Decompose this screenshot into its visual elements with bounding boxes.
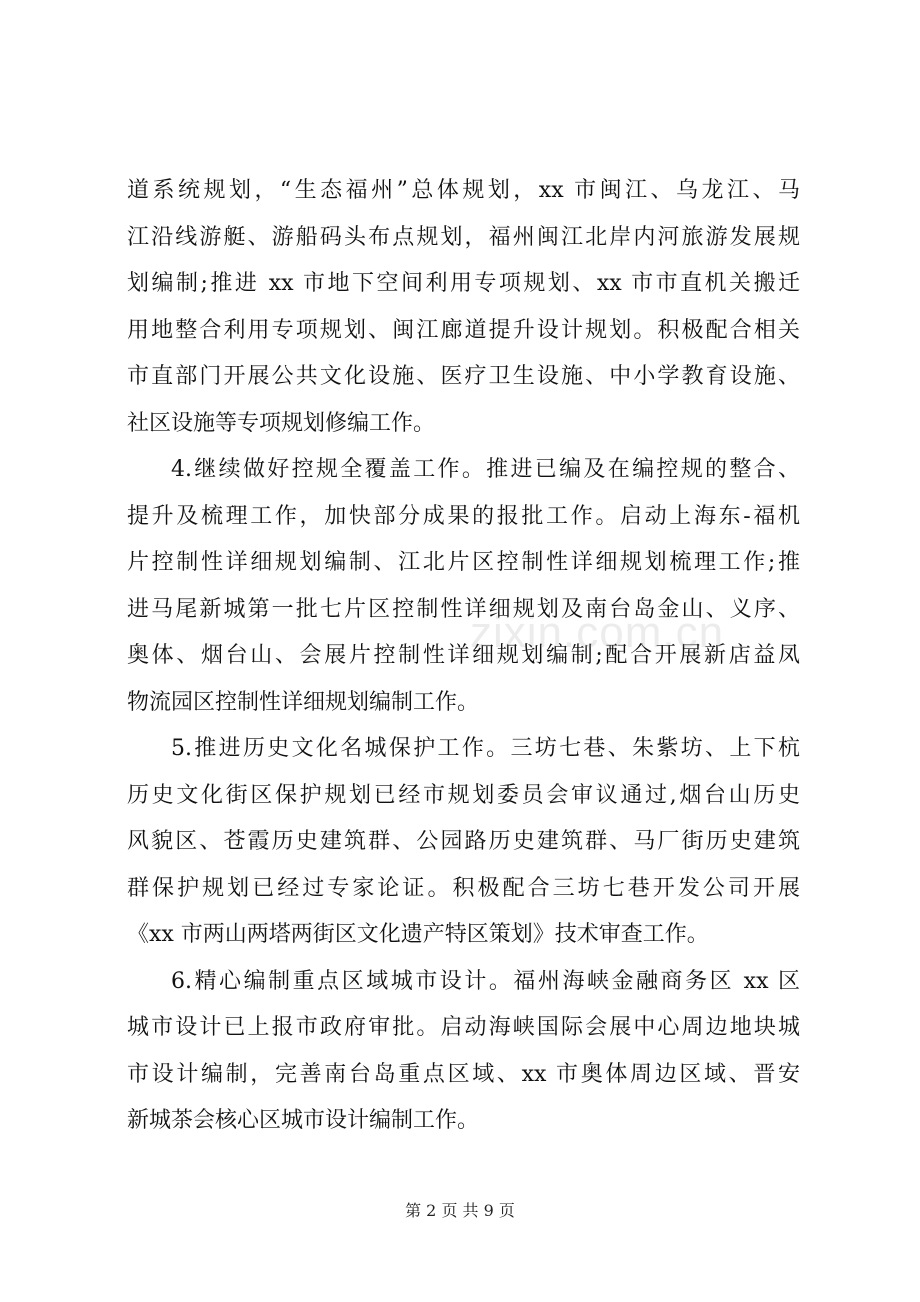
text-line: 江沿线游艇、游船码头布点规划，福州闽江北岸内河旅游发展规 bbox=[127, 224, 800, 250]
text-line: 新城茶会核心区城市设计编制工作。 bbox=[127, 1108, 480, 1133]
text-line: 物流园区控制性详细规划编制工作。 bbox=[127, 689, 480, 715]
text-line: 市设计编制，完善南台岛重点区域、xx 市奥体周边区域、晋安 bbox=[127, 1061, 800, 1087]
text-line: 市直部门开展公共文化设施、医疗卫生设施、中小学教育设施、 bbox=[127, 364, 800, 389]
paragraph-heading-line: 4.继续做好控规全覆盖工作。推进已编及在编控规的整合、 bbox=[171, 457, 800, 482]
text-line: 划编制;推进 xx 市地下空间利用专项规划、xx 市市直机关搬迁 bbox=[127, 271, 800, 296]
text-line: 道系统规划，“生态福州”总体规划，xx 市闽江、乌龙江、马 bbox=[127, 178, 800, 203]
paragraph-heading-line: 6.精心编制重点区域城市设计。福州海峡金融商务区 xx 区 bbox=[171, 968, 800, 994]
paragraph-heading-line: 5.推进历史文化名城保护工作。三坊七巷、朱紫坊、上下杭 bbox=[171, 736, 800, 761]
text-line: 片控制性详细规划编制、江北片区控制性详细规划梳理工作;推 bbox=[127, 550, 800, 575]
text-line: 用地整合利用专项规划、闽江廊道提升设计规划。积极配合相关 bbox=[127, 317, 800, 343]
page-number-footer: 第 2 页 共 9 页 bbox=[405, 1201, 515, 1220]
watermark: zixin.com.cn bbox=[470, 608, 725, 657]
text-line: 风貌区、苍霞历史建筑群、公园路历史建筑群、马厂街历史建筑 bbox=[127, 829, 800, 854]
text-line: 社区设施等专项规划修编工作。 bbox=[127, 410, 436, 436]
text-line: 群保护规划已经过专家论证。积极配合三坊七巷开发公司开展 bbox=[127, 875, 800, 901]
text-line: 提升及梳理工作，加快部分成果的报批工作。启动上海东-福机 bbox=[127, 503, 800, 529]
text-line: 城市设计已上报市政府审批。启动海峡国际会展中心周边地块城 bbox=[127, 1015, 800, 1040]
text-line: 历史文化街区保护规划已经市规划委员会审议通过,烟台山历史 bbox=[127, 782, 800, 808]
text-line: 进马尾新城第一批七片区控制性详细规划及南台岛金山、义序、 bbox=[127, 596, 800, 622]
text-line: 《xx 市两山两塔两街区文化遗产特区策划》技术审查工作。 bbox=[127, 922, 709, 947]
text-line: 奥体、烟台山、会展片控制性详细规划编制;配合开展新店益凤 bbox=[127, 643, 800, 668]
